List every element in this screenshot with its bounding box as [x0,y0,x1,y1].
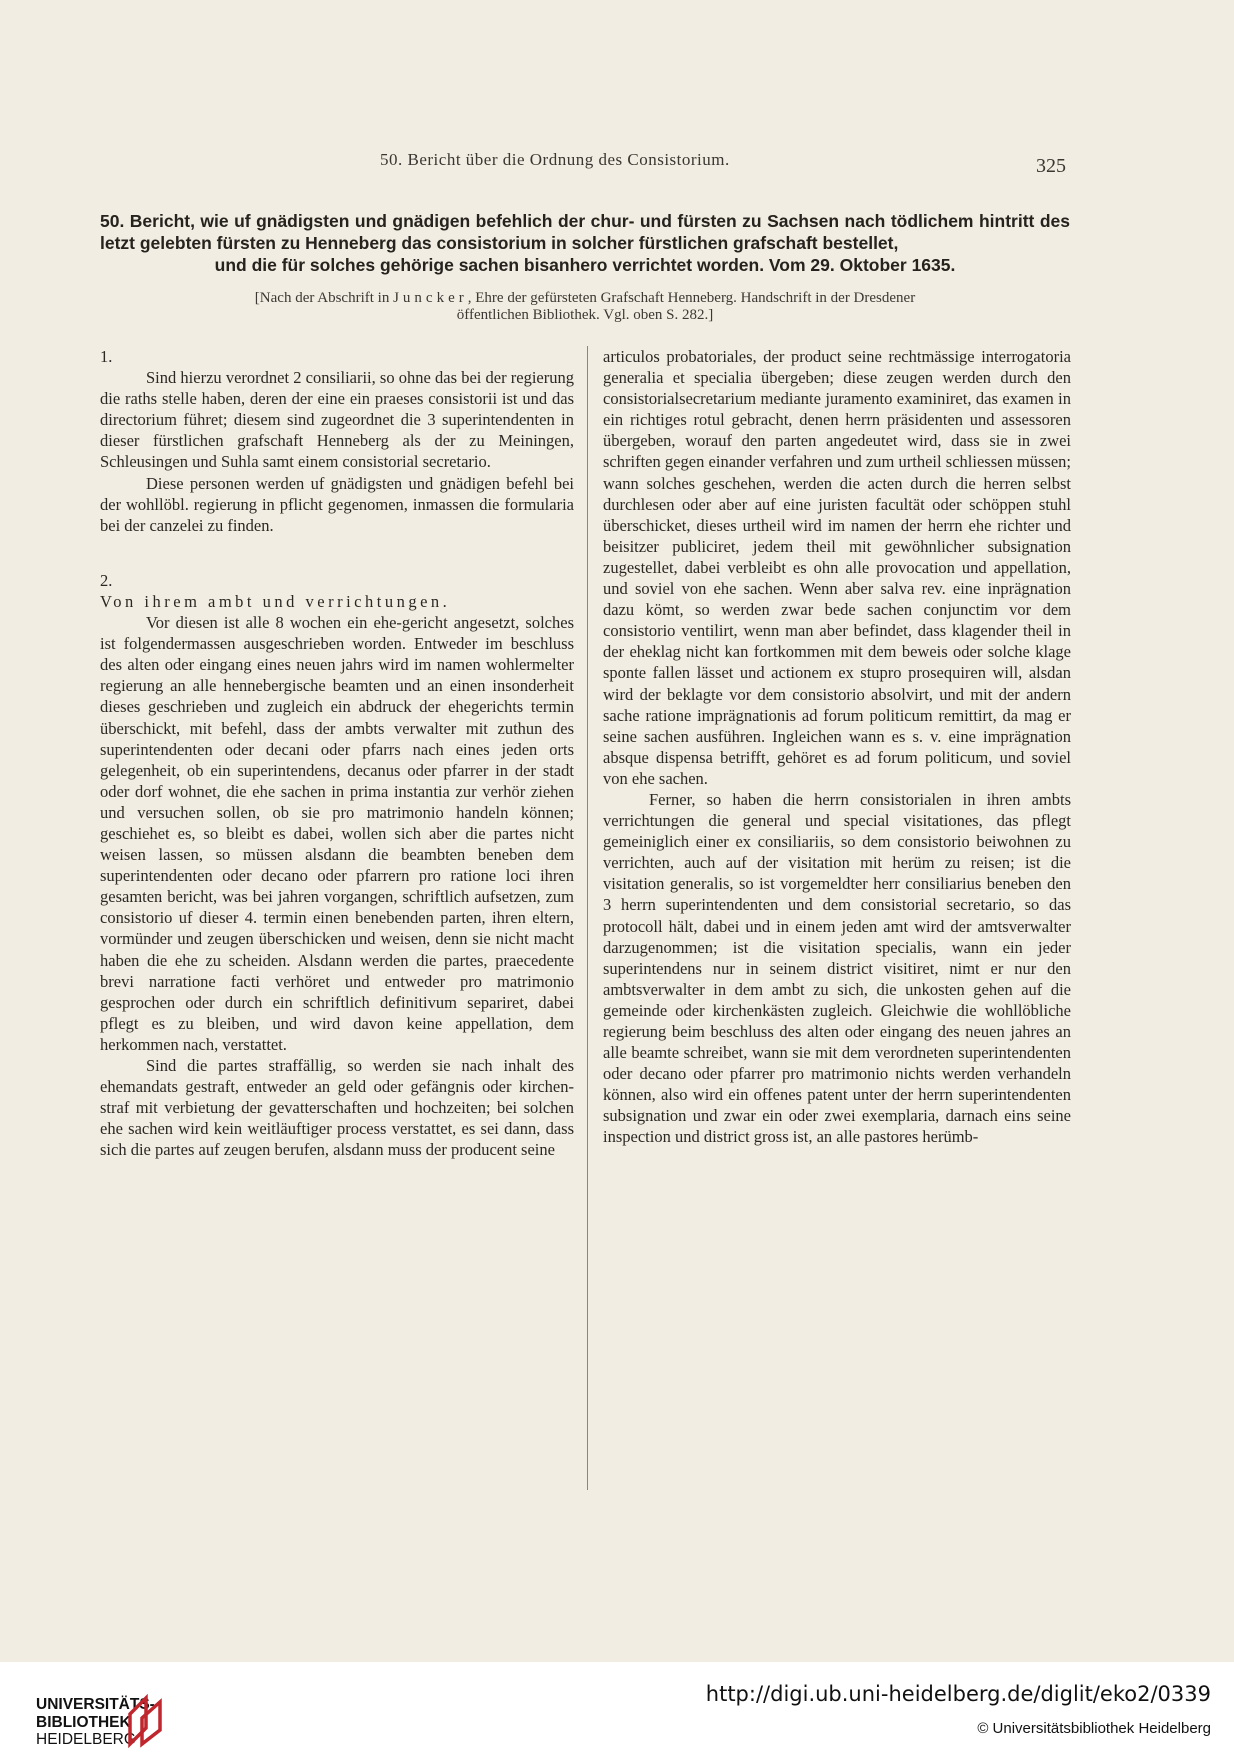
paragraph: Sind die partes straffällig, so werden sie nach inhalt des ehemandats gestraft, entweder an geld oder gefängnis oder kirchen-straf mit verbietung der gevatterschaften und hochzeiten; bei solchen ehe sachen wird kein weitläuftiger process verstattet, es sei dann, dass sich die partes auf zeugen berufen, alsdann muss der producent seine [100,1056,574,1160]
copyright-notice: © Universitätsbibliothek Heidelberg [977,1720,1211,1737]
paragraph: Diese personen werden uf gnädigsten und gnädigen befehl bei der wohllöbl. regierung in pflicht gegenomen, inmassen die formularia bei der canzelei zu finden. [100,473,574,535]
running-head: 50. Bericht über die Ordnung des Consistorium. [380,150,730,169]
source-note-after: , Ehre der gefürsteten Grafschaft Henneberg. Handschrift in der Dresdener [467,290,916,306]
section-1-number: 1. [100,347,113,366]
paragraph: Vor diesen ist alle 8 wochen ein ehe-gericht angesetzt, solches ist folgendermassen ausgeschrieben worden. Entweder im beschluss des alten oder eingang eines neuen jahrs wird im namen wohlermelter regierung an alle hennebergische beamten und an einen insonderheit dieses geschrieben und zugleich ein abdruck der ehegerichts termin überschickt, mit befehl, dass der ambts verwalter mit zuthun des superintendenten oder decani oder pfarrs nach eines jeden orts gelegenheit, ob ein superintendens, decanus oder pfarrer in der stadt oder dorf wohnet, die ehe sachen in prima instantia zur verhör ziehen und versuchen sollen, ob sie pro matrimonio handeln können; geschiehet es, so bleibt es dabei, wollen sich aber die partes nicht weisen lassen, so müssen alsdann die beambten beneben dem superintendenten oder decano oder pfarrern pro ratione loci ihren gesamten bericht, was bei jahren vorgangen, schriftlich aufsetzen, zum consistorio uf dieser 4. termin einen benebenden parten, ihren eltern, vormünder und zeugen überschicken und weisen, denn sie nicht macht haben die ehe zu scheiden. Alsdann werden die partes, praecedente brevi narratione facti verhöret und entweder pro matrimonio gesprochen oder durch ein schriftlich definitivum separiret, dabei pflegt es zu bleiben, und wird davon keine appellation, dem herkommen nach, verstattet. [100,613,574,1054]
title-line-1: 50. Bericht, wie uf gnädigsten und gnädigen befehlich der chur- und fürsten zu Sachsen nach tödlichem [100,211,974,231]
logo-line-1: UNIVERSITÄTS- [36,1696,155,1713]
page-number: 325 [1036,155,1066,177]
document-title [100,210,1070,276]
source-note-before: [Nach der Abschrift in [254,290,394,306]
section-2-number: 2. [100,570,113,590]
column-divider [587,346,588,1490]
left-column [100,346,574,1160]
paragraph: articulos probatoriales, der product seine rechtmässige interrogatoria generalia et specialia übergeben; diese zeugen werden durch den consistorialsecretarium mediante juramento examiniret, das examen in ein richtiges rotul gebracht, denen herrn präsidenten und assessoren übergeben, worauf den parten angedeutet wird, dass sie in zwei schriften gegen einander verfahren und zum urtheil schliessen müssen; wann solches geschehen, werden die acten durch die herren selbst durchlesen oder aber auf eine juristen facultät oder schöppen stuhl überschicket, dieses urtheil wird im namen der herrn ehe richter und beisitzer publiciret, jedem theil mit gewöhnlicher subsignation zugestellet, dabei verbleibt es ohn alle provocation und appellation, und soviel von ehe sachen. Wenn aber salva rev. eine inprägnation dazu kömt, so werden zwar bede sachen conjunctim vor dem consistorio ventilirt, wenn man aber befindet, dass klagender theil in der eheklag nicht kan fortkommen mit dem beweis oder solche klage sponte fallen lässet und actionem ex stupro prosequiren will, alsdan wird der beklagte vor dem consistorio absolvirt, und mit der andern sache ratione imprägnationis ad forum politicum remittirt, da mag er seine sachen ausführen. Ingleichen wann es s. v. eine imprägnation absque dispensa betrifft, gehöret es ad forum politicum, und soviel von ehe sachen. [603,347,1071,788]
title-line-3: und die für solches gehörige sachen bisanhero verrichtet worden. Vom 29. Oktober 1635. [214,255,956,275]
source-note-author: Juncker [393,290,468,306]
paragraph: Ferner, so haben die herrn consistorialen in ihren ambts verrichtungen die general und special visitationes, das pflegt gemeiniglich einer ex consiliariis, so dem consistorio beiwohnen zu verrichten, auch auf der visitation mit herüm zu reisen; ist die visitation generalis, so ist vorgemeldter herr consiliarius beneben den 3 herrn superintendenten und dem consistorial secretario, so das protocoll hält, dabei und in einem jeden amt wird der amtsverwalter darzugenommen; ist die visitation specialis, wann ein jeder superintendens nur in seinem district visitiret, nimt er nur den ambtsverwalter in dem ambt zu sich, die unkosten gehen auf die gemeinde oder kirchenkästen zugleich. Gleichwie die wohllöbliche regierung beim beschluss des alten oder eingang des neuen jahres an alle beamte schreibet, wann sie mit dem verordneten superintendenten oder decano oder pfarrer pro matrimonio nichts werden verhandeln können, also wird ein offenes patent unter der herrn superintendenten subsignation und zwar ein oder zwei exemplaria, darnach eins seine inspection und district gross ist, an alle pastores herümb- [603,789,1071,1147]
logo-line-2: BIBLIOTHEK [36,1713,131,1731]
logo-line-3: HEIDELBERG [36,1731,136,1748]
library-logo-icon [124,1694,168,1748]
paragraph: Sind hierzu verordnet 2 consiliarii, so ohne das bei der regierung die raths stelle haben, deren der eine ein praeses consistorii ist und das directorium führet; diesem sind zugeordnet die 3 superintendenten in dieser fürstlichen grafschaft Henneberg als der zu Meiningen, Schleusingen und Suhla samt einem consistorial secretario. [100,368,574,472]
title-line-2: hintritt des letzt gelebten fürsten zu Henneberg das consistorium in solcher fürstlichen grafschaft bestellet, [100,211,1070,253]
source-note-line-2: öffentlichen Bibliothek. Vgl. oben S. 282.] [456,307,714,323]
section-2-title: Von ihrem ambt und verrichtungen. [100,591,451,611]
right-column [603,346,1071,1148]
footer-bar [0,1662,1234,1757]
page-url-link[interactable]: http://digi.ub.uni-heidelberg.de/diglit/eko2/0339 [705,1682,1211,1706]
source-note [100,290,1070,324]
